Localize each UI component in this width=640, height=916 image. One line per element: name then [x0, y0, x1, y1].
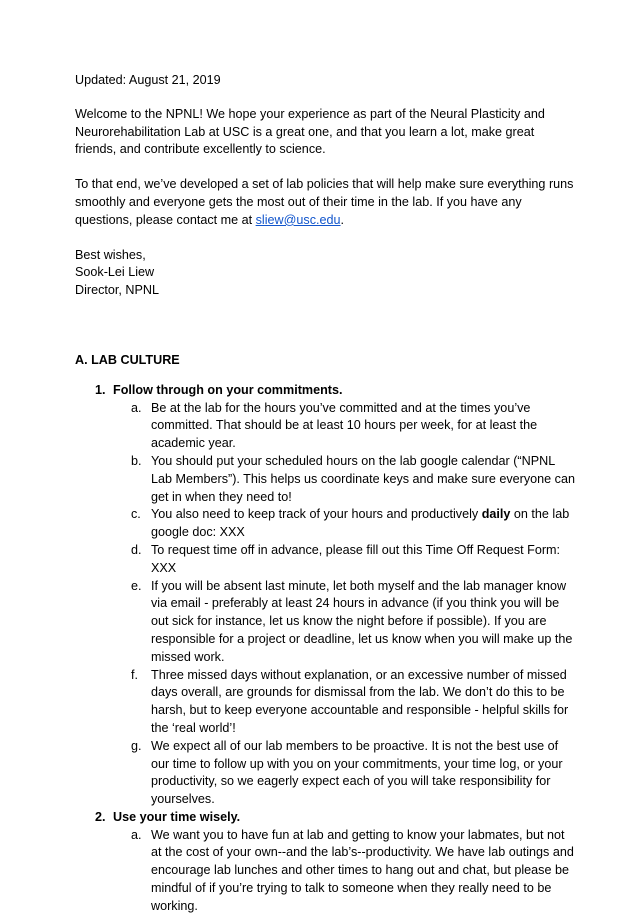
list-item [113, 506, 575, 542]
policies-paragraph [75, 176, 575, 229]
section-title: A. LAB CULTURE [75, 352, 180, 367]
list-item [113, 738, 575, 809]
list-letter: c. [131, 507, 141, 522]
updated-date: Updated: August 21, 2019 [75, 73, 221, 87]
document-page [75, 72, 575, 916]
signoff-greeting: Best wishes, [75, 247, 146, 262]
list-letter: b. [131, 453, 142, 468]
list-text: If you will be absent last minute, let both myself and the lab manager know via email - preferably at least 24 hours in advance (if you think you will be out sick for instance, let us know the night before if possible). If you are responsible for a project or deadline, let us know when you will make up the missed work. [151, 578, 573, 664]
list-letter: d. [131, 542, 142, 557]
list-letter: g. [131, 738, 142, 753]
policy-number: 1. [95, 382, 106, 397]
signoff [75, 247, 575, 300]
policy-list [75, 382, 575, 916]
list-item [113, 542, 575, 578]
list-text: You should put your scheduled hours on the lab google calendar (“NPNL Lab Members”). This helps us coordinate keys and make sure everyone can get in when they need to! [151, 453, 575, 504]
list-letter: a. [131, 827, 142, 842]
policy-item-2 [75, 809, 575, 916]
policy-number: 2. [95, 809, 106, 824]
list-item [113, 453, 575, 506]
list-item [113, 827, 575, 916]
signoff-title: Director, NPNL [75, 283, 159, 298]
list-text-bold: daily [481, 507, 511, 522]
policy-title: Follow through on your commitments. [113, 382, 343, 397]
list-letter: a. [131, 400, 142, 415]
list-text: on the lab google doc: XXX [151, 507, 570, 540]
signoff-name: Sook-Lei Liew [75, 265, 155, 280]
list-item [113, 667, 575, 738]
list-item [113, 578, 575, 667]
list-text: Three missed days without explanation, or an excessive number of missed days overall, are grounds for dismissal from the lab. We don’t do this to be harsh, but to keep everyone accountable and responsible - helpful skills for the ‘real world’! [151, 667, 569, 735]
intro-paragraph: Welcome to the NPNL! We hope your experience as part of the Neural Plasticity and Neurorehabilitation Lab at USC is a great one, and that you learn a lot, make great friends, and contribute excellently to science. [75, 106, 545, 157]
list-text: To request time off in advance, please fill out this Time Off Request Form: XXX [151, 542, 561, 575]
subpolicy-list [113, 400, 575, 809]
email-link[interactable]: sliew@usc.edu [255, 212, 341, 227]
list-text: Be at the lab for the hours you’ve committed and at the times you’ve committed. That should be at least 10 hours per week, for at least the academic year. [151, 400, 538, 451]
list-item [113, 400, 575, 453]
subpolicy-list [113, 827, 575, 916]
list-letter: f. [131, 667, 138, 682]
list-text: We want you to have fun at lab and getting to know your labmates, but not at the cost of your own--and the lab’s--productivity. We have lab outings and encourage lab lunches and other times to hang out and chat, but please be mindful of if you’re trying to talk to someone when they really need to be working. [151, 827, 574, 913]
policy-title: Use your time wisely. [113, 809, 241, 824]
list-letter: e. [131, 578, 142, 593]
list-text: We expect all of our lab members to be proactive. It is not the best use of our time to follow up with you on your commitments, your time log, or your productivity, so we eagerly expect each of you will take responsibility for yourselves. [151, 738, 563, 807]
policy-item-1 [75, 382, 575, 809]
policies-text-end: . [340, 212, 345, 227]
list-text: You also need to keep track of your hours and productively [151, 507, 482, 522]
policies-text: To that end, we’ve developed a set of lab policies that will help make sure everything runs smoothly and everyone gets the most out of their time in the lab. If you have any questions, please contact me at [75, 177, 574, 227]
